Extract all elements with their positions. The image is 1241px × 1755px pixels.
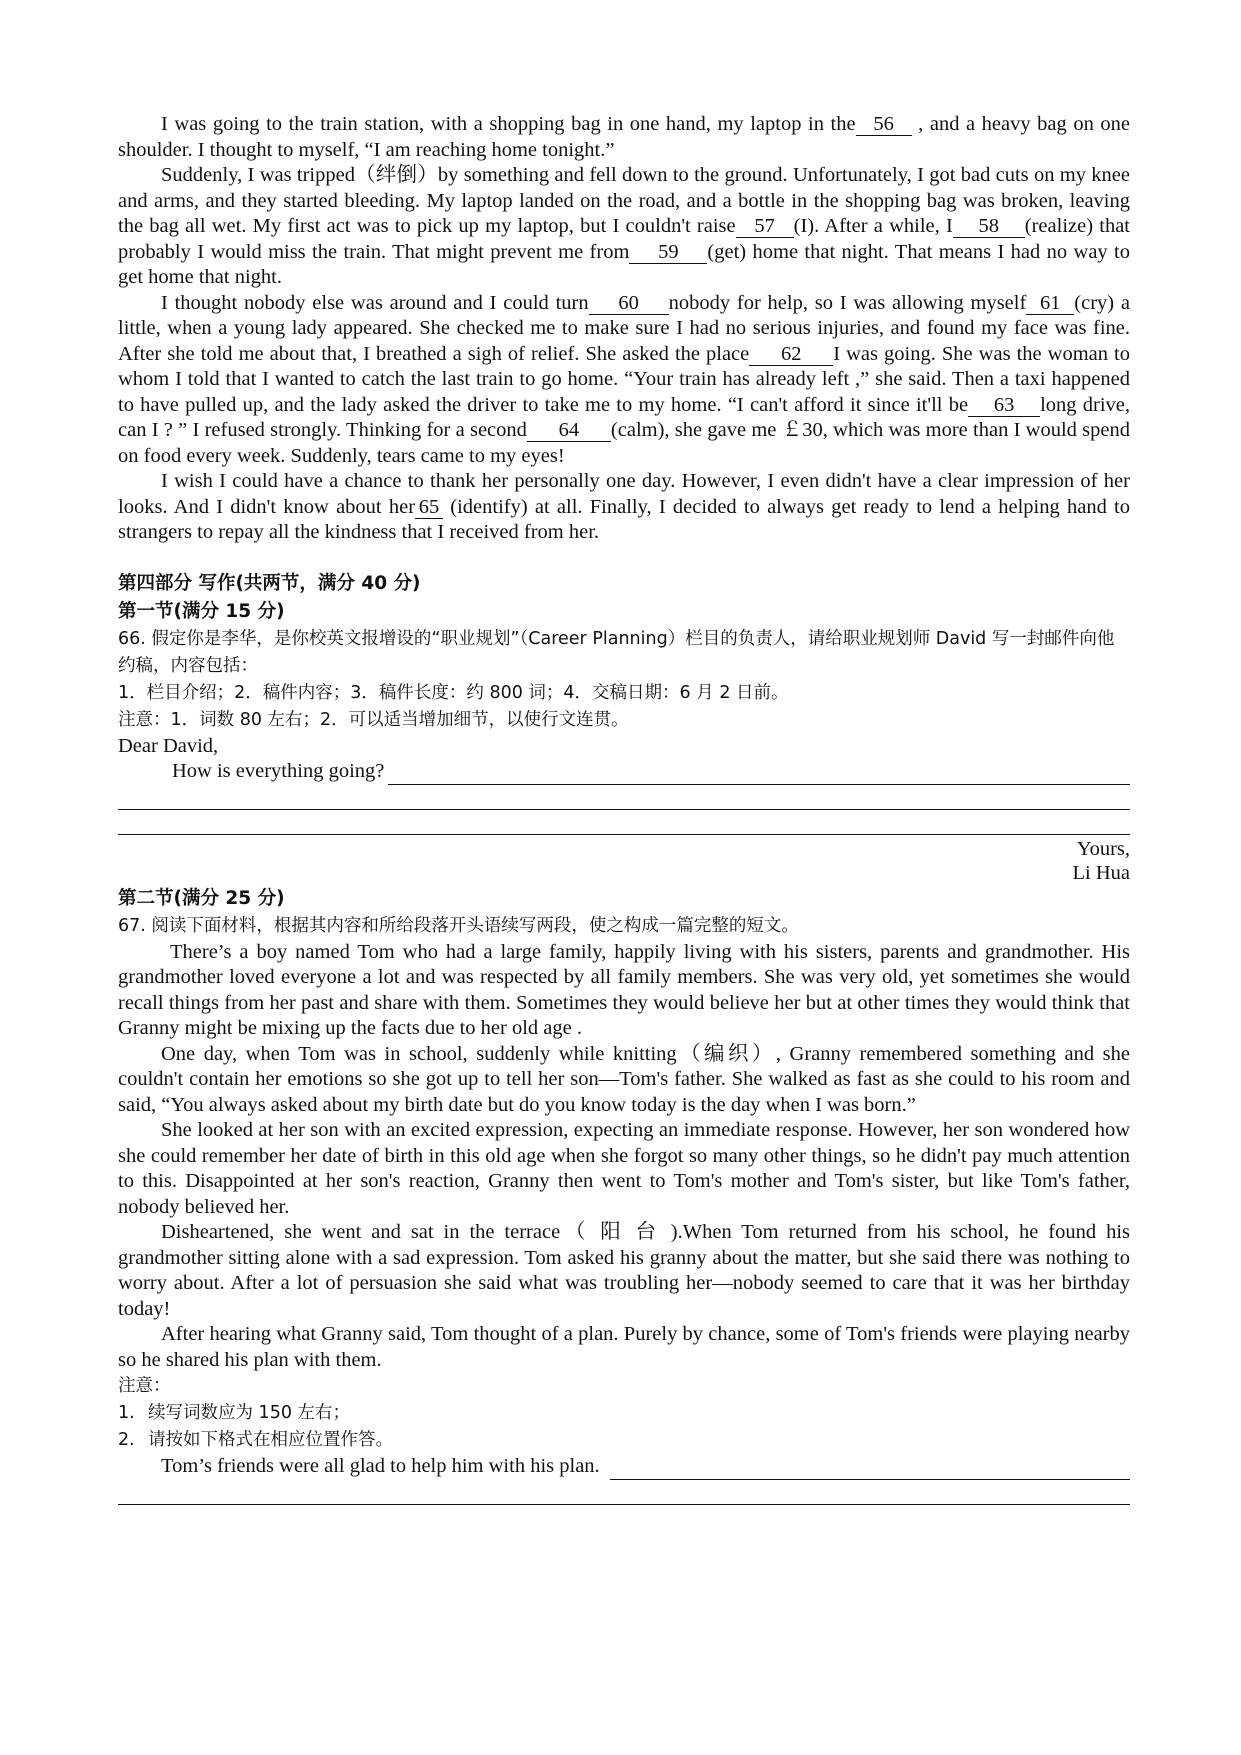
letter-opening-line — [118, 759, 1130, 785]
continuation-prompt: Tom’s friends were all glad to help him with his plan. — [161, 1455, 600, 1477]
part4-heading: 第四部分 写作(共两节，满分 40 分) — [118, 572, 421, 594]
text: , and a heavy bag on one shoulder. I thought to myself, “I am reaching home tonight.” — [118, 113, 1131, 161]
text: nobody for help, so I was allowing myself — [668, 291, 1027, 314]
text: (get) home that night. That means I had no way to get home that night. — [118, 240, 1130, 288]
cloze-paragraph-4 — [118, 469, 1130, 546]
note-item-2 — [118, 1427, 1130, 1454]
note-text: 续写词数应为 150 左右； — [148, 1403, 351, 1423]
q66-notes: 注意：1．词数 80 左右；2．可以适当增加细节，以使行文连贯。 — [118, 709, 629, 730]
blank-62: 62 — [749, 343, 833, 366]
note-label: 注意： — [118, 1376, 171, 1396]
blank-63: 63 — [968, 394, 1040, 417]
q66-instruction: 66. 假定你是李华，是你校英文报增设的“职业规划”（Career Planning）栏目的负责人，请给职业规划师 David 写一封邮件向他约稿，内容包括： — [118, 628, 1115, 676]
letter-signature: Li Hua — [1072, 861, 1130, 884]
blank-65: 65 — [415, 496, 443, 519]
text: I wish I could have a chance to thank her personally one day. However, I even didn't have a clear impression of her looks. And I didn't know about her — [118, 470, 1130, 518]
letter-opening: How is everything going? — [172, 760, 385, 782]
section2-heading: 第二节(满分 25 分) — [118, 887, 285, 909]
letter-salutation: Dear David, — [118, 734, 219, 757]
text: (realize) that probably I would miss the train. That might prevent me from — [118, 215, 1130, 263]
writing-line[interactable] — [118, 785, 1130, 810]
note-item-1 — [118, 1400, 1130, 1427]
writing-line[interactable] — [118, 810, 1130, 835]
continuation-prompt-line — [118, 1454, 1130, 1480]
story-paragraph-5: After hearing what Granny said, Tom thought of a plan. Purely by chance, some of Tom's friends were playing nearby so he shared his plan with them. — [118, 1323, 1130, 1371]
writing-line[interactable] — [118, 1480, 1130, 1505]
cloze-paragraph-3 — [118, 291, 1130, 470]
writing-line[interactable] — [388, 764, 1130, 785]
writing-line[interactable] — [610, 1459, 1130, 1480]
text: long drive, can I ? ” I refused strongly. Thinking for a second — [118, 393, 1130, 441]
text: (calm), she gave me ￡30, which was more than I would spend on food every week. Suddenly, tears came to my eyes! — [118, 419, 1130, 467]
document-page — [118, 112, 1130, 1505]
section1-heading: 第一节(满分 15 分) — [118, 600, 285, 622]
blank-56: 56 — [856, 113, 912, 136]
story-paragraph-1: There’s a boy named Tom who had a large family, happily living with his sisters, parents and grandmother. His grandmother loved everyone a lot and was respected by all family members. She was very old, yet sometimes she would recall things from her past and share with them. Sometimes they would believe her but at other times they would think that Granny might be mixing up the facts due to her old age . — [118, 940, 1130, 1039]
text: (identify) at all. Finally, I decided to always get ready to lend a helping hand to strangers to repay all the kindness that I received from her. — [118, 495, 1130, 543]
blank-59: 59 — [629, 241, 707, 264]
story-paragraph-2: One day, when Tom was in school, suddenly while knitting（编织）, Granny remembered something and she couldn't contain her emotions so she got up to tell her son—Tom's father. She walked as fast as she could to his room and said, “You always asked about my birth date but do you know today is the day when I was born.” — [118, 1042, 1130, 1116]
q66-requirements: 1．栏目介绍；2．稿件内容；3．稿件长度：约 800 词；4．交稿日期：6 月 2 日前。 — [118, 682, 789, 703]
text: I thought nobody else was around and I could turn — [161, 291, 589, 314]
q67-instruction: 67. 阅读下面材料，根据其内容和所给段落开头语续写两段，使之构成一篇完整的短文。 — [118, 915, 799, 936]
note-number: 2. — [118, 1430, 135, 1450]
story-paragraph-4: Disheartened, she went and sat in the terrace（ 阳 台 ).When Tom returned from his school, he found his grandmother sitting alone with a sad expression. Tom asked his granny about the matter, but she said there was nothing to worry about. After a lot of persuasion she said what was troubling her—nobody seemed to care that it was her birthday today! — [118, 1221, 1130, 1320]
text: Suddenly, I was tripped（绊倒）by something and fell down to the ground. Unfortunately, I got bad cuts on my knee and arms, and they started bleeding. My laptop landed on the road, and a bottle in the shopping bag was broken, leaving the bag all wet. My first act was to pick up my laptop, but I couldn't raise — [118, 164, 1130, 237]
text: (cry) a little, when a young lady appeared. She checked me to make sure I had no serious injuries, and found my face was fine. After she told me about that, I breathed a sigh of relief. She asked the place — [118, 291, 1130, 365]
letter-closing: Yours, — [1076, 837, 1130, 860]
cloze-paragraph-1 — [118, 112, 1130, 163]
note-number: 1. — [118, 1403, 135, 1423]
note-text: 请按如下格式在相应位置作答。 — [148, 1430, 393, 1450]
text: I was going to the train station, with a shopping bag in one hand, my laptop in the — [161, 113, 856, 135]
blank-64: 64 — [527, 419, 611, 442]
blank-60: 60 — [589, 292, 669, 315]
text: (I). After a while, I — [793, 215, 953, 237]
text: I was going. She was the woman to whom I told that I wanted to catch the last train to go home. “Your train has already left ,” she said. Then a taxi happened to have pulled up, and the lady asked the driver to take me to my home. “I can't afford it since it'll be — [118, 342, 1131, 416]
story-paragraph-3: She looked at her son with an excited expression, expecting an immediate response. However, her son wondered how she could remember her date of birth in this old age when she forgot so many other things, so he didn't pay much attention to this. Disappointed at her son's reaction, Granny then went to Tom's mother and Tom's sister, but like Tom's father, nobody believed her. — [118, 1119, 1130, 1218]
blank-57: 57 — [736, 215, 794, 238]
blank-61: 61 — [1026, 292, 1074, 315]
blank-58: 58 — [953, 215, 1025, 238]
cloze-paragraph-2 — [118, 163, 1130, 291]
